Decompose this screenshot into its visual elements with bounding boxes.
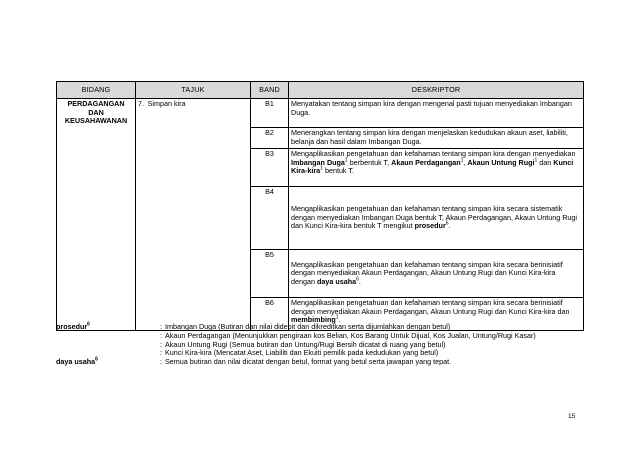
note-term xyxy=(56,341,160,350)
desc-text: Mengaplikasikan pengetahuan dan kefahaman tentang simpan kira secara berinisiatif dengan menyediakan Akaun Perdagangan, Akaun Untung Rugi dan Kunci Kira-kira dan xyxy=(291,298,570,316)
note-colon: : xyxy=(160,322,162,331)
desc-text: berbentuk T, xyxy=(347,157,392,167)
note-colon: : xyxy=(160,339,162,349)
desc-bold-term: Akaun Perdagangan xyxy=(391,157,461,167)
band-cell: B6 xyxy=(251,298,289,331)
footnote-mark: 6 xyxy=(95,356,98,363)
header-bidang: BIDANG xyxy=(57,82,136,99)
desc-bold-term: prosedur xyxy=(414,221,446,231)
note-definition: Kunci Kira-kira (Mencatat Aset, Liabiliti dan Ekuiti pemilik pada kedudukan yang betul) xyxy=(165,348,439,358)
desc-bold-term: daya usaha xyxy=(316,276,357,286)
footnote-mark: 6 xyxy=(87,321,90,328)
tajuk-cell: 7. Simpan kira xyxy=(136,99,251,331)
note-colon: : xyxy=(160,357,162,367)
note-row xyxy=(56,358,583,367)
note-definition: Semua butiran dan nilai dicatat dengan betul, format yang betul serta jawapan yang tepat. xyxy=(165,357,452,367)
header-band: BAND xyxy=(251,82,289,99)
desc-bold-term: Akaun Untung Rugi xyxy=(467,157,535,167)
note-term-text: prosedur xyxy=(56,322,88,331)
desc-text: bentuk T. xyxy=(322,166,354,176)
descriptor-cell: Menyatakan tentang simpan kira dengan mengenal pasti tujuan menyediakan Imbangan Duga. xyxy=(289,99,584,128)
desc-bold-term: Imbangan Duga xyxy=(291,157,345,167)
note-term xyxy=(56,358,160,367)
band-cell: B5 xyxy=(251,250,289,298)
desc-bold-term: Kunci Kira-kira xyxy=(291,157,574,176)
descriptor-cell: Menerangkan tentang simpan kira dengan menjelaskan kedudukan akaun aset, liabiliti, belanja dan hasil dalam Imbangan Duga. xyxy=(289,128,584,149)
note-term xyxy=(56,323,160,332)
footnote-mark: 1 xyxy=(335,314,339,321)
footnote-mark: 1 xyxy=(534,157,538,164)
desc-text: . xyxy=(338,315,341,325)
note-colon: : xyxy=(160,348,162,358)
desc-text: Mengaplikasikan pengetahuan dan kefahaman tentang simpan kira dengan menyediakan xyxy=(291,149,576,158)
bidang-line: DAN xyxy=(88,107,104,117)
band-cell: B4 xyxy=(251,187,289,250)
desc-text: . xyxy=(448,221,451,231)
note-definition: Akaun Perdagangan (Menunjukkan pengiraan kos Belian, Kos Barang Untuk Dijual, Kos Jualan, Untung/Rugi Kasar) xyxy=(165,330,536,340)
desc-text: dan xyxy=(537,157,554,167)
rubric-table xyxy=(56,81,584,331)
band-cell: B2 xyxy=(251,128,289,149)
footnote-mark: 1 xyxy=(460,157,464,164)
descriptor-cell xyxy=(289,149,584,187)
header-tajuk: TAJUK xyxy=(136,82,251,99)
table-row xyxy=(57,99,584,128)
band-cell: B3 xyxy=(251,149,289,187)
footnote-mark: 1 xyxy=(344,157,348,164)
header-deskriptor: DESKRIPTOR xyxy=(289,82,584,99)
bidang-line: KEUSAHAWANAN xyxy=(64,116,128,126)
bidang-cell xyxy=(57,99,136,331)
note-term-text: daya usaha xyxy=(56,357,96,367)
page-number: 15 xyxy=(568,413,576,420)
note-term xyxy=(56,332,160,341)
descriptor-cell xyxy=(289,187,584,250)
footnote-mark: 1 xyxy=(320,165,323,172)
glossary-notes xyxy=(56,323,583,367)
bidang-line: PERDAGANGAN xyxy=(67,99,125,108)
footnote-mark: 6 xyxy=(445,220,449,227)
desc-text: , xyxy=(463,157,468,167)
desc-text: . xyxy=(358,276,361,286)
footnote-mark: 6 xyxy=(356,276,359,283)
note-definition: Imbangan Duga (Butiran dan nilai didebit dan dikreditkan serta dijumlahkan dengan betul) xyxy=(165,322,451,331)
descriptor-cell xyxy=(289,250,584,298)
band-cell: B1 xyxy=(251,99,289,128)
note-definition: Akaun Untung Rugi (Semua butiran dan Untung/Rugi Bersih dicatat di ruang yang betul) xyxy=(165,339,446,349)
header-row xyxy=(57,82,584,99)
desc-text: Mengaplikasikan pengetahuan dan kefahaman tentang simpan kira secara sistematik dengan menyediakan Imbangan Duga bentuk T, Akaun Perdagangan, Akaun Untung Rugi dan Kunci Kira-kira bentuk T mengikut xyxy=(291,204,577,231)
note-colon: : xyxy=(160,330,162,340)
desc-text: Mengaplikasikan pengetahuan dan kefahaman tentang simpan kira secara berinisiatif dengan menyediakan Akaun Perdagangan, Akaun Untung Rugi dan Kunci Kira-kira dengan xyxy=(291,259,563,286)
desc-bold-term: membimbing xyxy=(291,315,336,325)
